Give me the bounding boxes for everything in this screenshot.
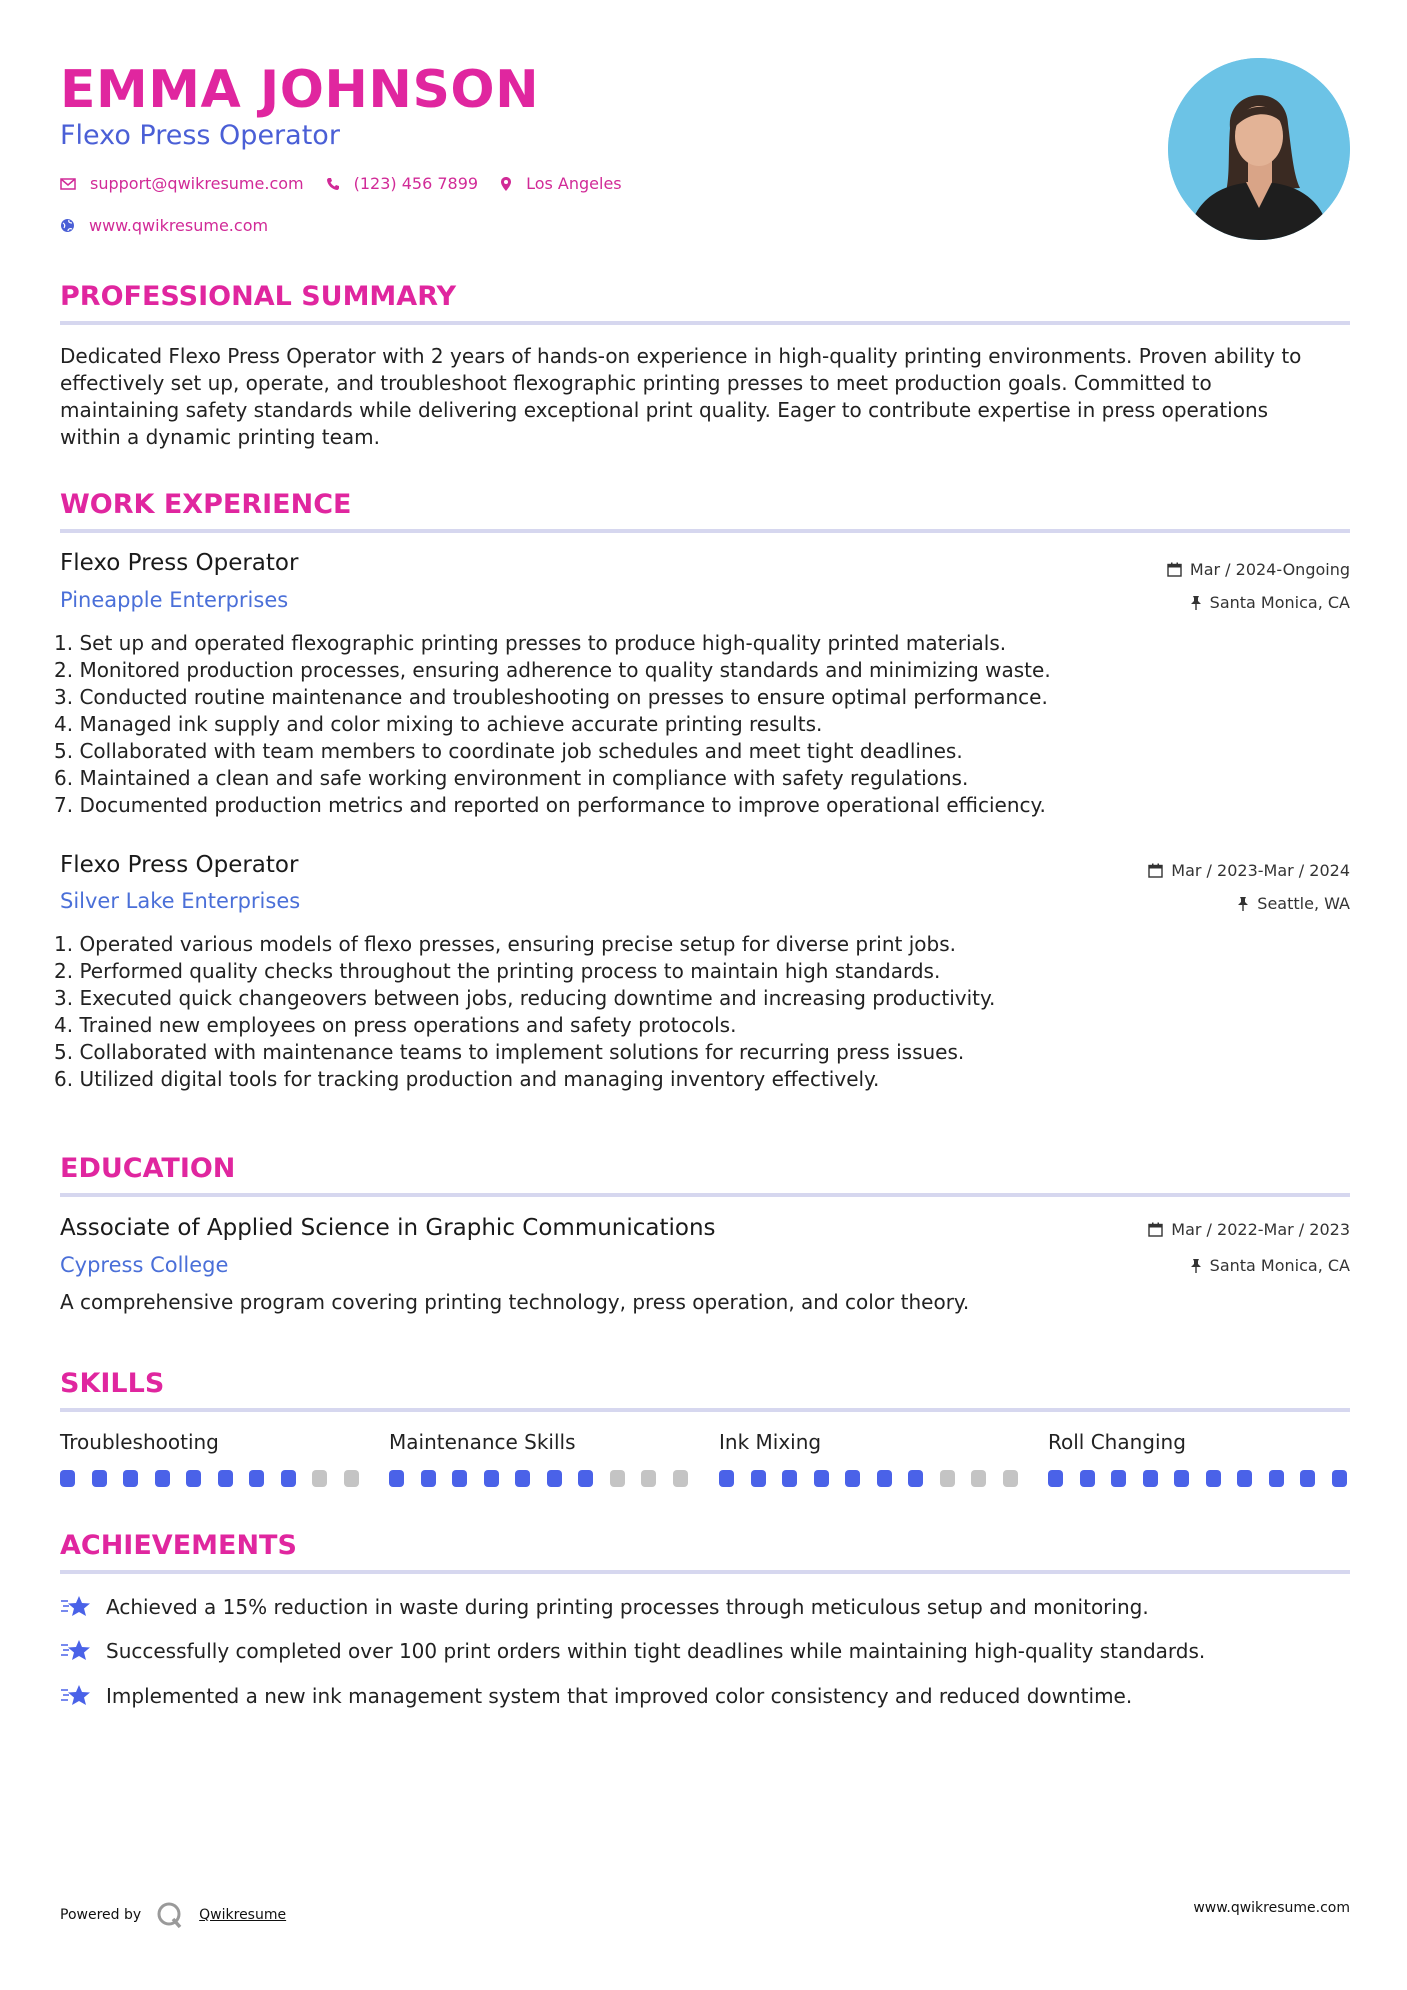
achievement-item — [60, 1683, 1132, 1709]
website-text: www.qwikresume.com — [89, 216, 269, 235]
calendar-icon — [1148, 863, 1163, 878]
rating-dot-filled — [452, 1470, 467, 1487]
school-name: Cypress College — [60, 1253, 229, 1277]
section-divider — [60, 529, 1350, 533]
skill-item — [719, 1430, 1019, 1487]
rating-dot-filled — [92, 1470, 107, 1487]
rating-dot-empty — [673, 1470, 688, 1487]
skill-name: Maintenance Skills — [389, 1430, 576, 1454]
rating-dot-filled — [186, 1470, 201, 1487]
rating-dot-filled — [1111, 1470, 1126, 1487]
calendar-icon — [1167, 562, 1182, 577]
star-icon — [60, 1638, 92, 1664]
list-item: 3. Conducted routine maintenance and troubleshooting on presses to ensure optimal performance. — [54, 685, 1048, 709]
list-item: 4. Trained new employees on press operations and safety protocols. — [54, 1013, 737, 1037]
rating-dot-filled — [1269, 1470, 1284, 1487]
job-dates-text: Mar / 2024-Ongoing — [1189, 560, 1350, 579]
job-dates — [1167, 560, 1350, 579]
list-item: 1. Set up and operated flexographic printing presses to produce high-quality printed materials. — [54, 631, 1007, 655]
phone-text: (123) 456 7899 — [353, 174, 479, 193]
skill-name: Troubleshooting — [60, 1430, 219, 1454]
qwikresume-logo-icon — [155, 1900, 185, 1930]
pushpin-icon — [1237, 896, 1249, 911]
rating-dot-empty — [610, 1470, 625, 1487]
star-icon — [60, 1683, 92, 1709]
job-location-text: Santa Monica, CA — [1209, 593, 1350, 612]
rating-dot-filled — [1332, 1470, 1347, 1487]
achievement-text: Implemented a new ink management system that improved color consistency and reduced downtime. — [106, 1684, 1133, 1708]
skill-rating — [389, 1470, 689, 1487]
job-location — [1237, 894, 1350, 913]
list-item: 6. Utilized digital tools for tracking production and managing inventory effectively. — [54, 1067, 880, 1091]
rating-dot-filled — [218, 1470, 233, 1487]
rating-dot-filled — [421, 1470, 436, 1487]
company-name: Pineapple Enterprises — [60, 588, 289, 612]
list-item: 1. Operated various models of flexo presses, ensuring precise setup for diverse print jobs. — [54, 932, 957, 956]
skills-heading: SKILLS — [60, 1368, 165, 1399]
rating-dot-filled — [547, 1470, 562, 1487]
rating-dot-empty — [1003, 1470, 1018, 1487]
star-icon — [60, 1594, 92, 1620]
rating-dot-empty — [971, 1470, 986, 1487]
rating-dot-filled — [60, 1470, 75, 1487]
job-dates — [1148, 861, 1350, 880]
skill-item — [1048, 1430, 1348, 1487]
profile-photo — [1168, 58, 1350, 240]
rating-dot-filled — [845, 1470, 860, 1487]
rating-dot-empty — [312, 1470, 327, 1487]
skill-item — [389, 1430, 689, 1487]
list-item: 2. Performed quality checks throughout the printing process to maintain high standards. — [54, 959, 941, 983]
job-dates-text: Mar / 2023-Mar / 2024 — [1171, 861, 1350, 880]
rating-dot-filled — [1174, 1470, 1189, 1487]
rating-dot-filled — [249, 1470, 264, 1487]
skill-name: Roll Changing — [1048, 1430, 1186, 1454]
pushpin-icon — [1190, 1258, 1202, 1273]
list-item: 7. Documented production metrics and reported on performance to improve operational efficiency. — [54, 793, 1046, 817]
rating-dot-filled — [877, 1470, 892, 1487]
summary-line: Dedicated Flexo Press Operator with 2 years of hands-on experience in high-quality printing environments. Proven ability to — [60, 344, 1302, 368]
rating-dot-filled — [1143, 1470, 1158, 1487]
job-location — [1190, 593, 1350, 612]
phone-icon — [326, 177, 340, 191]
skill-name: Ink Mixing — [719, 1430, 822, 1454]
resume-page — [54, 0, 1350, 1990]
achievement-item — [60, 1594, 1149, 1620]
section-divider — [60, 1570, 1350, 1574]
brand-link[interactable]: Qwikresume — [199, 1907, 287, 1923]
summary-heading: PROFESSIONAL SUMMARY — [60, 281, 457, 312]
rating-dot-filled — [814, 1470, 829, 1487]
candidate-name: EMMA JOHNSON — [60, 60, 540, 120]
email-text: support@qwikresume.com — [90, 174, 304, 193]
calendar-icon — [1148, 1222, 1163, 1237]
education-heading: EDUCATION — [60, 1153, 236, 1184]
envelope-icon — [60, 178, 76, 190]
education-description: A comprehensive program covering printing technology, press operation, and color theory. — [60, 1290, 970, 1314]
company-name: Silver Lake Enterprises — [60, 889, 301, 913]
pushpin-icon — [1190, 595, 1202, 610]
job-bullets — [54, 630, 1051, 819]
list-item: 4. Managed ink supply and color mixing to achieve accurate printing results. — [54, 712, 823, 736]
location-text: Los Angeles — [526, 174, 622, 193]
globe-icon — [60, 218, 75, 233]
achievements-heading: ACHIEVEMENTS — [60, 1530, 297, 1561]
rating-dot-filled — [719, 1470, 734, 1487]
achievement-item — [60, 1638, 1205, 1664]
rating-dot-filled — [281, 1470, 296, 1487]
rating-dot-filled — [908, 1470, 923, 1487]
email-item[interactable] — [60, 174, 304, 193]
section-divider — [60, 1193, 1350, 1197]
skill-rating — [60, 1470, 360, 1487]
section-divider — [60, 1408, 1350, 1412]
summary-line: maintaining safety standards while delivering exceptional print quality. Eager to contribute expertise in press operations — [60, 398, 1269, 422]
summary-line: effectively set up, operate, and troubleshoot flexographic printing presses to meet production goals. Committed to — [60, 371, 1212, 395]
list-item: 5. Collaborated with team members to coordinate job schedules and meet tight deadlines. — [54, 739, 963, 763]
rating-dot-filled — [578, 1470, 593, 1487]
rating-dot-filled — [484, 1470, 499, 1487]
job-bullets — [54, 931, 995, 1093]
rating-dot-filled — [1080, 1470, 1095, 1487]
job-title: Flexo Press Operator — [60, 550, 299, 576]
footer-branding — [60, 1900, 286, 1930]
rating-dot-filled — [515, 1470, 530, 1487]
job-location-text: Seattle, WA — [1257, 894, 1350, 913]
rating-dot-filled — [751, 1470, 766, 1487]
location-item — [500, 174, 622, 193]
education-location-text: Santa Monica, CA — [1209, 1256, 1350, 1275]
rating-dot-filled — [123, 1470, 138, 1487]
section-divider — [60, 321, 1350, 325]
rating-dot-empty — [641, 1470, 656, 1487]
rating-dot-filled — [1300, 1470, 1315, 1487]
map-pin-icon — [500, 176, 512, 192]
skill-item — [60, 1430, 360, 1487]
list-item: 6. Maintained a clean and safe working environment in compliance with safety regulations. — [54, 766, 969, 790]
education-location — [1190, 1256, 1350, 1275]
skill-rating — [719, 1470, 1019, 1487]
rating-dot-filled — [1237, 1470, 1252, 1487]
education-dates-text: Mar / 2022-Mar / 2023 — [1171, 1220, 1350, 1239]
rating-dot-filled — [389, 1470, 404, 1487]
summary-text — [60, 343, 1350, 451]
job-title: Flexo Press Operator — [60, 852, 299, 878]
website-row — [60, 216, 290, 235]
rating-dot-filled — [782, 1470, 797, 1487]
rating-dot-empty — [940, 1470, 955, 1487]
achievement-text: Successfully completed over 100 print orders within tight deadlines while maintaining high-quality standards. — [106, 1639, 1206, 1663]
powered-by-label: Powered by — [60, 1907, 142, 1923]
education-dates — [1148, 1220, 1350, 1239]
rating-dot-filled — [1048, 1470, 1063, 1487]
footer-url[interactable]: www.qwikresume.com — [1193, 1900, 1350, 1916]
rating-dot-filled — [155, 1470, 170, 1487]
contact-row — [60, 174, 644, 193]
achievement-text: Achieved a 15% reduction in waste during printing processes through meticulous setup and monitoring. — [106, 1595, 1149, 1619]
list-item: 2. Monitored production processes, ensuring adherence to quality standards and minimizing waste. — [54, 658, 1051, 682]
list-item: 5. Collaborated with maintenance teams to implement solutions for recurring press issues. — [54, 1040, 965, 1064]
skill-rating — [1048, 1470, 1348, 1487]
phone-item[interactable] — [326, 174, 478, 193]
website-item[interactable] — [60, 216, 268, 235]
degree-title: Associate of Applied Science in Graphic Communications — [60, 1215, 716, 1241]
summary-line: within a dynamic printing team. — [60, 425, 381, 449]
candidate-title: Flexo Press Operator — [60, 120, 340, 151]
rating-dot-filled — [1206, 1470, 1221, 1487]
experience-heading: WORK EXPERIENCE — [60, 489, 352, 520]
rating-dot-empty — [344, 1470, 359, 1487]
list-item: 3. Executed quick changeovers between jobs, reducing downtime and increasing productivity. — [54, 986, 996, 1010]
